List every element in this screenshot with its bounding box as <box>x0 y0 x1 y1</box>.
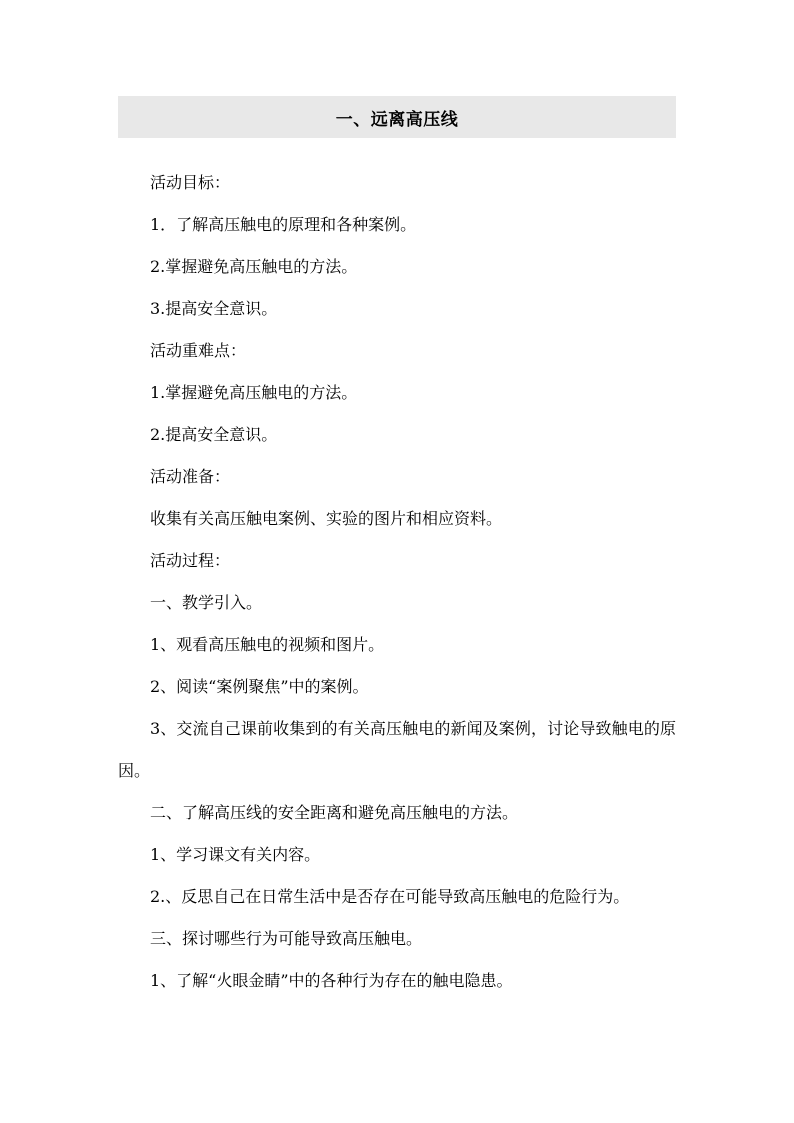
paragraph-7: 2.提高安全意识。 <box>150 425 278 444</box>
paragraph-19: 1、了解“火眼金睛”中的各种行为存在的触电隐患。 <box>150 971 513 990</box>
paragraph-18: 三、探讨哪些行为可能导致高压触电。 <box>150 929 423 948</box>
title-bar <box>118 96 676 138</box>
paragraph-4: 3.提高安全意识。 <box>150 299 278 318</box>
paragraph-11: 一、教学引入。 <box>150 593 263 612</box>
paragraph-15: 二、了解高压线的安全距离和避免高压触电的方法。 <box>150 803 519 822</box>
paragraph-6: 1.掌握避免高压触电的方法。 <box>150 383 358 402</box>
paragraph-8: 活动准备： <box>150 467 231 486</box>
paragraph-16: 1、学习课文有关内容。 <box>150 845 321 864</box>
document-body <box>118 162 676 1002</box>
paragraph-3: 2.掌握避免高压触电的方法。 <box>150 257 358 276</box>
paragraph-10: 活动过程： <box>150 551 231 570</box>
page-title: 一、远离高压线 <box>335 109 459 130</box>
paragraph-14: 3、交流自己课前收集到的有关高压触电的新闻及案例，讨论导致触电的原因。 <box>118 719 676 780</box>
paragraph-5: 活动重难点： <box>150 341 247 360</box>
paragraph-17: 2.、反思自己在日常生活中是否存在可能导致高压触电的危险行为。 <box>150 887 630 906</box>
paragraph-1: 活动目标： <box>150 173 231 192</box>
paragraph-13: 2、阅读“案例聚焦”中的案例。 <box>150 677 369 696</box>
paragraph-2: 1．了解高压触电的原理和各种案例。 <box>150 215 417 234</box>
paragraph-12: 1、观看高压触电的视频和图片。 <box>150 635 385 654</box>
paragraph-9: 收集有关高压触电案例、实验的图片和相应资料。 <box>150 509 503 528</box>
